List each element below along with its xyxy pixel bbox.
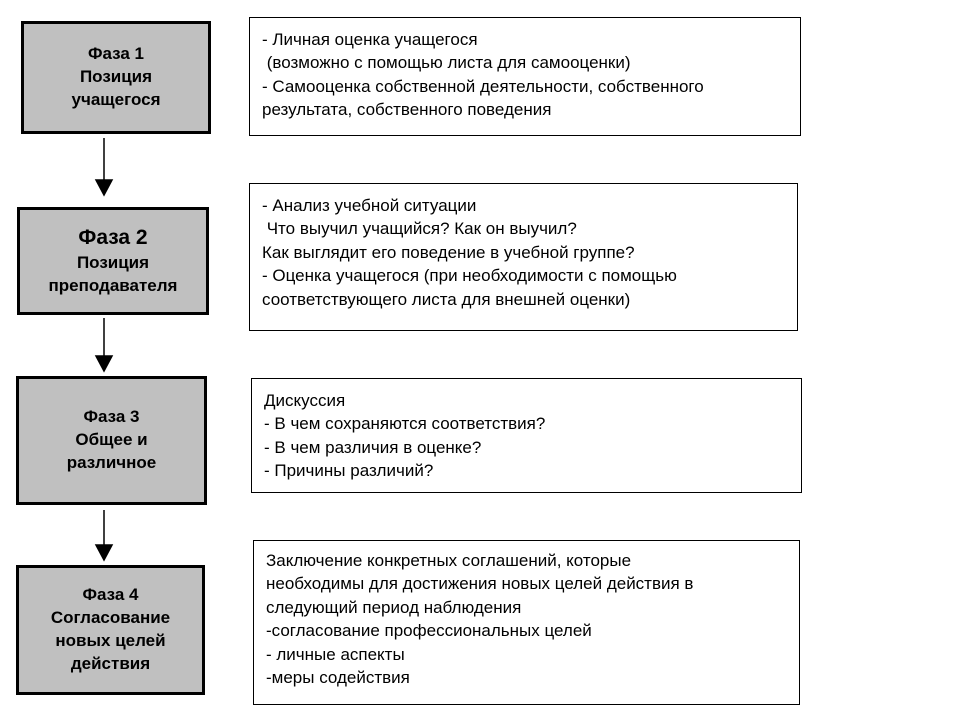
description-line: Как выглядит его поведение в учебной группе? [262, 242, 635, 262]
description-line: - В чем сохраняются соответствия? [264, 414, 546, 434]
phase-3-line-2: различное [66, 452, 157, 472]
phase-3-title: Фаза 3 [83, 407, 140, 427]
phase-1-title: Фаза 1 [87, 44, 145, 64]
description-line: следующий период наблюдения [266, 597, 522, 617]
description-line: Заключение конкретных соглашений, которые [266, 551, 632, 570]
description-line: - Самооценка собственной деятельности, собственного [262, 76, 704, 96]
phase-3-description [251, 378, 802, 493]
phase-1-line-1: Позиция [79, 67, 153, 87]
description-line: -согласование профессиональных целей [266, 621, 592, 641]
description-line: -меры содействия [266, 668, 410, 688]
description-line: результата, собственного поведения [262, 100, 552, 120]
phase-2-description [249, 183, 798, 331]
phase-3-box [16, 376, 207, 505]
phase-2-title: Фаза 2 [78, 225, 148, 249]
phase-4-box [16, 565, 205, 695]
description-line: - Анализ учебной ситуации [262, 196, 477, 215]
description-line: соответствующего листа для внешней оценки) [262, 289, 631, 309]
phase-4-title: Фаза 4 [82, 585, 139, 605]
phase-1-line-2: учащегося [71, 89, 161, 109]
phase-3-line-1: Общее и [75, 430, 148, 450]
phase-2-line-1: Позиция [76, 253, 150, 273]
description-line: - личные аспекты [266, 644, 405, 664]
arrow-head-1-2 [96, 180, 112, 195]
description-line: (возможно с помощью листа для самооценки) [262, 53, 631, 73]
phase-2-line-2: преподавателя [48, 276, 178, 296]
description-line: Что выучил учащийся? Как он выучил? [262, 219, 577, 239]
description-line: Дискуссия [264, 391, 346, 410]
phase-4-line-2: новых целей [55, 631, 166, 650]
arrow-head-2-3 [96, 356, 112, 371]
phase-1-box [21, 21, 211, 134]
phase-2-box [17, 207, 209, 315]
arrow-head-3-4 [96, 545, 112, 560]
description-line: - Причины различий? [264, 461, 434, 481]
description-line: - Оценка учащегося (при необходимости с помощью [262, 266, 677, 286]
description-line: необходимы для достижения новых целей действия в [266, 574, 694, 594]
phase-4-line-1: Согласование [50, 608, 171, 628]
phase-1-description [249, 17, 801, 136]
phase-4-description [253, 540, 800, 705]
phase-4-line-3: действия [70, 653, 151, 673]
description-line: - В чем различия в оценке? [264, 437, 482, 457]
description-line: - Личная оценка учащегося [262, 30, 478, 49]
